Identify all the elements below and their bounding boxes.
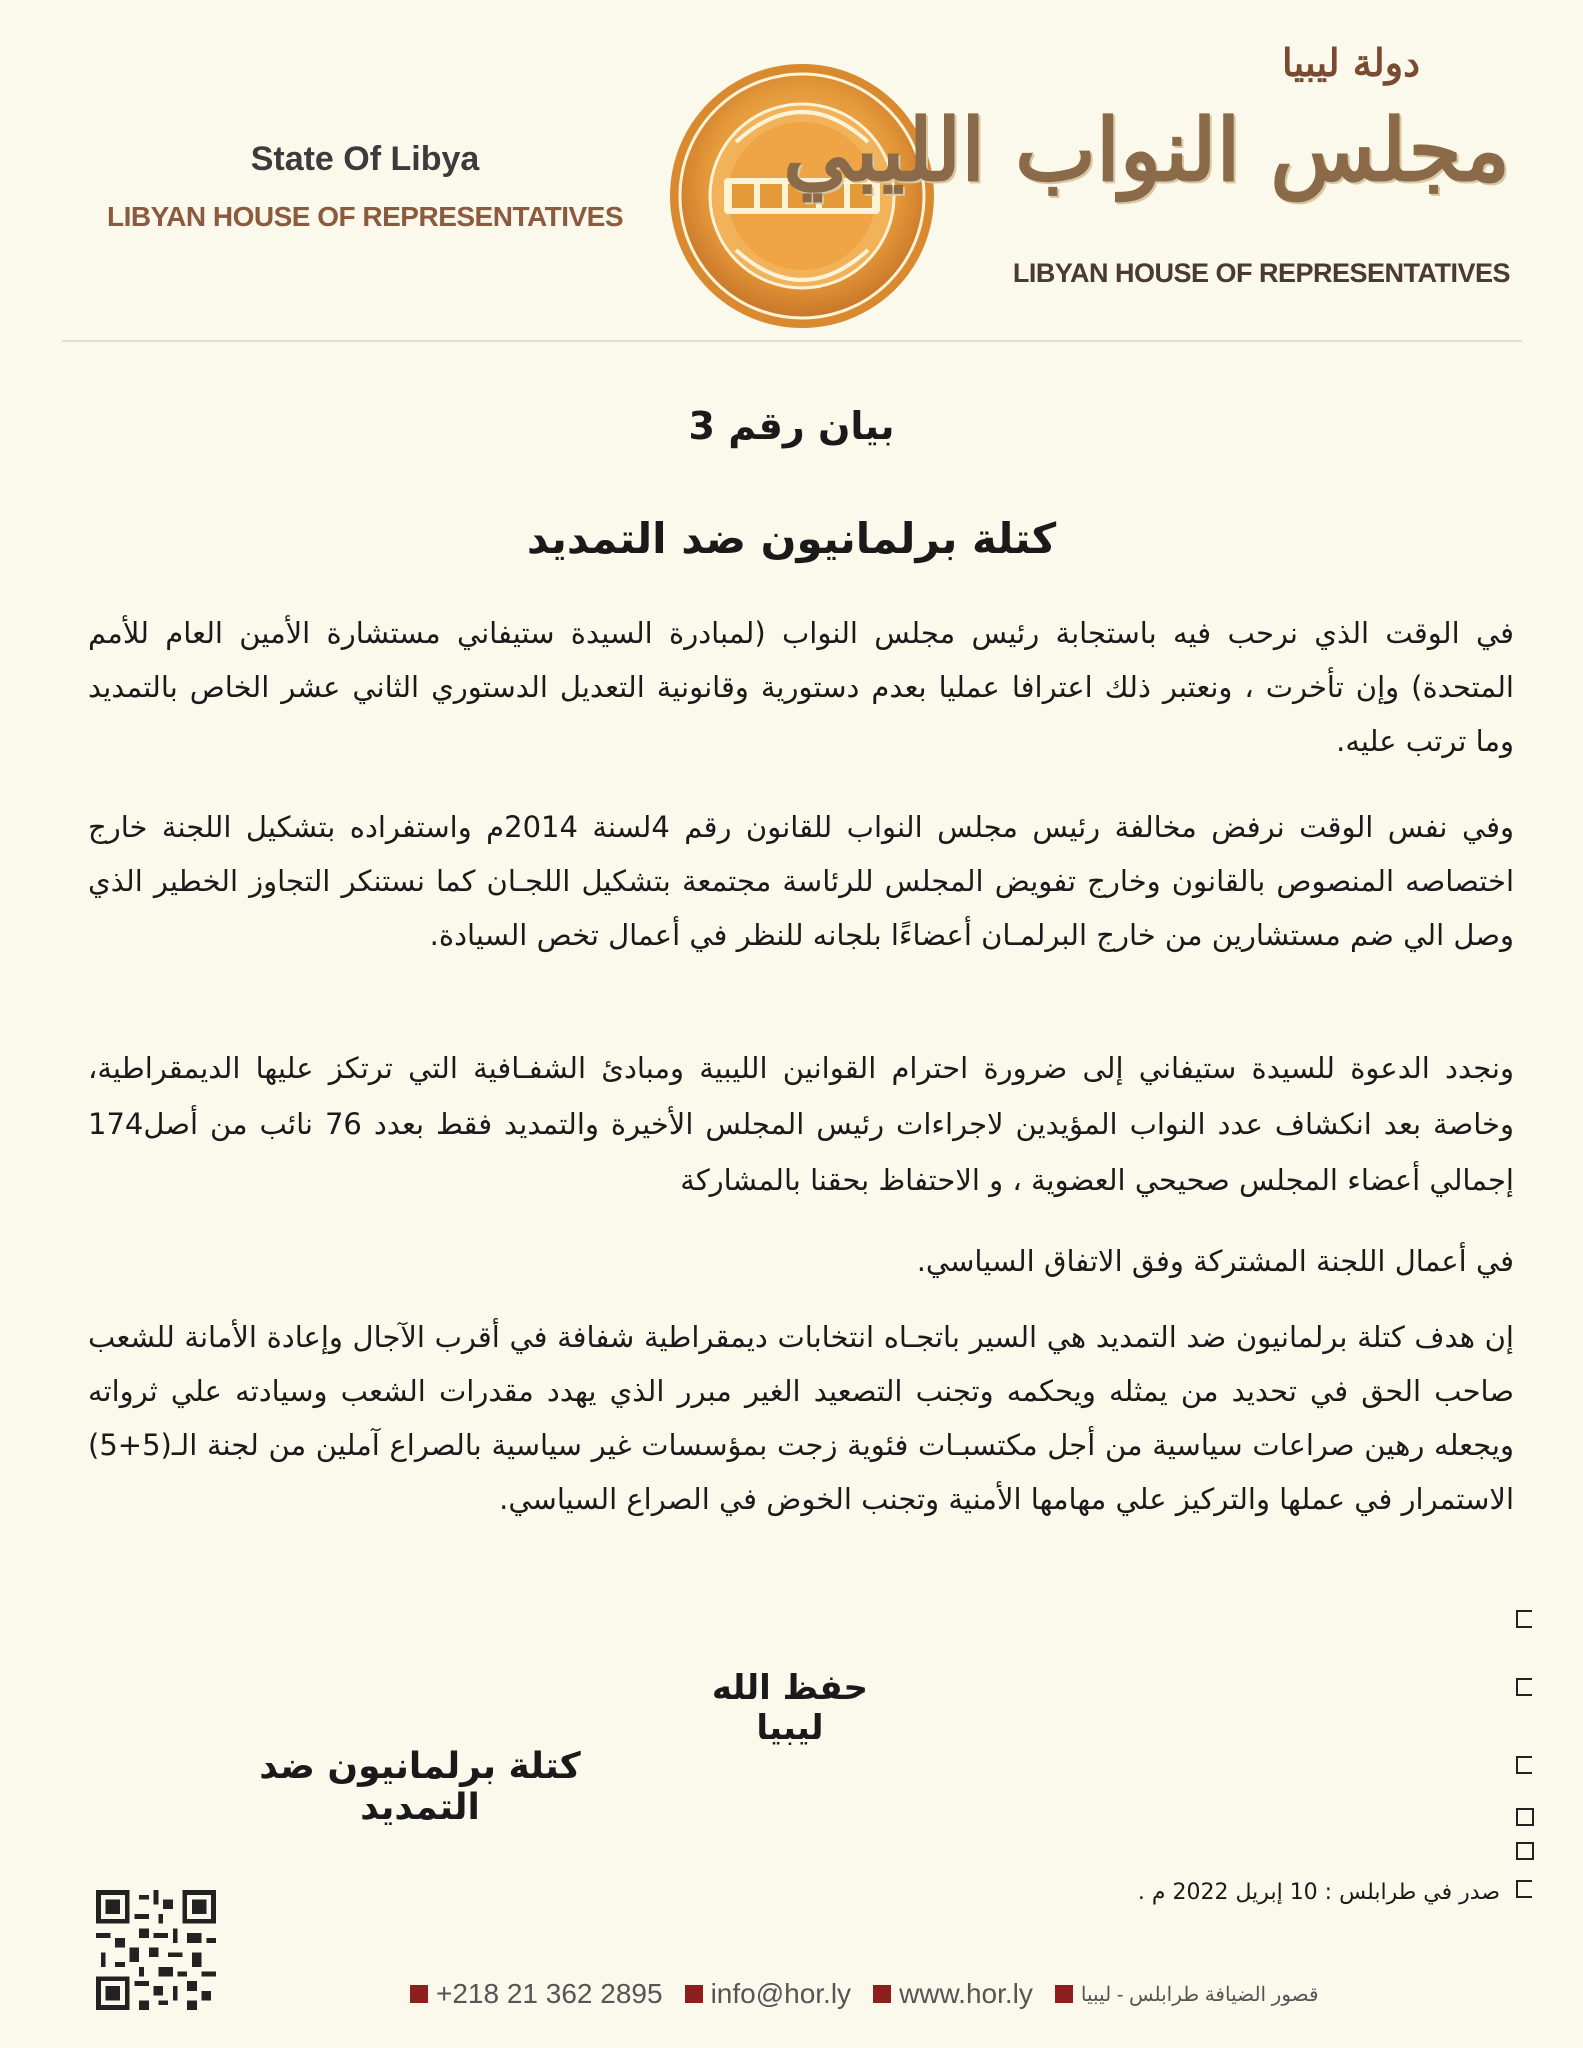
- paragraph-1: في الوقت الذي نرحب فيه باستجابة رئيس مجلس النواب (لمبادرة السيدة ستيفاني مستشارة الأمين العام للأمم المتحدة) وإن تأخرت ، ونعتبر ذلك اعترافا عمليا بعدم دستورية وقانونية التعديل الدستوري الثاني عشر الخاص بالتمديد وما ترتب عليه.: [88, 616, 1514, 758]
- phone-bullet-icon: [410, 1985, 428, 2003]
- paragraph-2: وفي نفس الوقت نرفض مخالفة رئيس مجلس النواب للقانون رقم 4لسنة 2014م واستفراده بتشكيل اللجنة خارج اختصاصه المنصوص بالقانون وخارج تفويض المجلس للرئاسة مجتمعة بتشكيل اللجـان كما نستنكر التجاوز الخطير الذي وصل الي ضم مستشارين من خارج البرلمـان أعضاءًا بلجانه للنظر في أعمال تخص السيادة.: [88, 810, 1514, 952]
- header-divider: [62, 340, 1522, 342]
- issue-date: صدر في طرابلس : 10 إبريل 2022 م .: [1137, 1880, 1500, 1905]
- footer-contact-bar: [410, 1972, 1520, 2016]
- header-english-block: [100, 140, 630, 233]
- state-of-libya-arabic: دولة ليبيا: [1281, 40, 1420, 85]
- paragraph-5: إن هدف كتلة برلمانيون ضد التمديد هي السير باتجـاه انتخابات ديمقراطية شفافة في أقرب الآجال وإعادة الأمانة للشعب صاحب الحق في تحديد من يمثله ويحكمه وتجنب التصعيد الغير مبرر الذي يهدد مقدرات الشعب وسيادته علي ثرواته ويجعله رهين صراعات سياسية من أجل مكتسبـات فئوية زجت بمؤسسات غير سياسية بالصراع آملين من لجنة الـ(5+5) الاستمرار في عملها والتركيز علي مهامها الأمنية وتجنب الخوض في الصراع السياسي.: [88, 1320, 1514, 1516]
- house-of-representatives-english-right: LIBYAN HOUSE OF REPRESENTATIVES: [1012, 258, 1510, 288]
- bullet-mark: [1516, 1880, 1532, 1898]
- closing-phrase: حفظ الله ليبيا: [711, 1668, 869, 1748]
- statement-title: كتلة برلمانيون ضد التمديد: [526, 514, 1057, 563]
- website-url[interactable]: www.hor.ly: [899, 1978, 1033, 2009]
- statement-number: بيان رقم 3: [688, 404, 895, 448]
- state-of-libya-text: State Of Libya: [250, 140, 480, 178]
- bullet-mark: [1516, 1610, 1532, 1628]
- address-text: قصور الضيافة طرابلس - ليبيا: [1080, 1983, 1319, 2006]
- house-of-representatives-text: LIBYAN HOUSE OF REPRESENTATIVES: [106, 201, 624, 232]
- paragraph-4: في أعمال اللجنة المشتركة وفق الاتفاق السياسي.: [916, 1244, 1514, 1278]
- header-arabic-block: [782, 40, 1530, 300]
- bullet-mark: [1516, 1756, 1532, 1774]
- bullet-mark: [1516, 1842, 1534, 1860]
- bullet-mark: [1516, 1678, 1532, 1696]
- phone-number: +218 21 362 2895: [436, 1978, 663, 2009]
- qr-code-icon: [96, 1890, 216, 2010]
- paragraph-3: ونجدد الدعوة للسيدة ستيفاني إلى ضرورة احترام القوانين الليبية ومبادئ الشفـافية التي ترتكز عليها الديمقراطية، وخاصة بعد انكشاف عدد النواب المؤيدين لاجراءات رئيس المجلس الأخيرة والتمديد فقط بعدد 76 نائب من أصل174 إجمالي أعضاء المجلس صحيحي العضوية ، و الاحتفاظ بحقنا بالمشاركة: [88, 1051, 1514, 1197]
- bullet-mark: [1516, 1808, 1534, 1826]
- signature-bloc: كتلة برلمانيون ضد التمديد: [259, 1746, 581, 1828]
- footer-email[interactable]: [685, 1978, 852, 2010]
- email-address[interactable]: info@hor.ly: [710, 1978, 852, 2009]
- footer-website[interactable]: [873, 1978, 1033, 2010]
- footer-phone: [410, 1978, 663, 2010]
- footer-address: [1055, 1982, 1319, 2007]
- house-of-representatives-arabic: مجلس النواب الليبي: [782, 100, 1510, 201]
- address-bullet-icon: [1055, 1985, 1073, 2003]
- email-bullet-icon: [685, 1985, 703, 2003]
- website-bullet-icon: [873, 1985, 891, 2003]
